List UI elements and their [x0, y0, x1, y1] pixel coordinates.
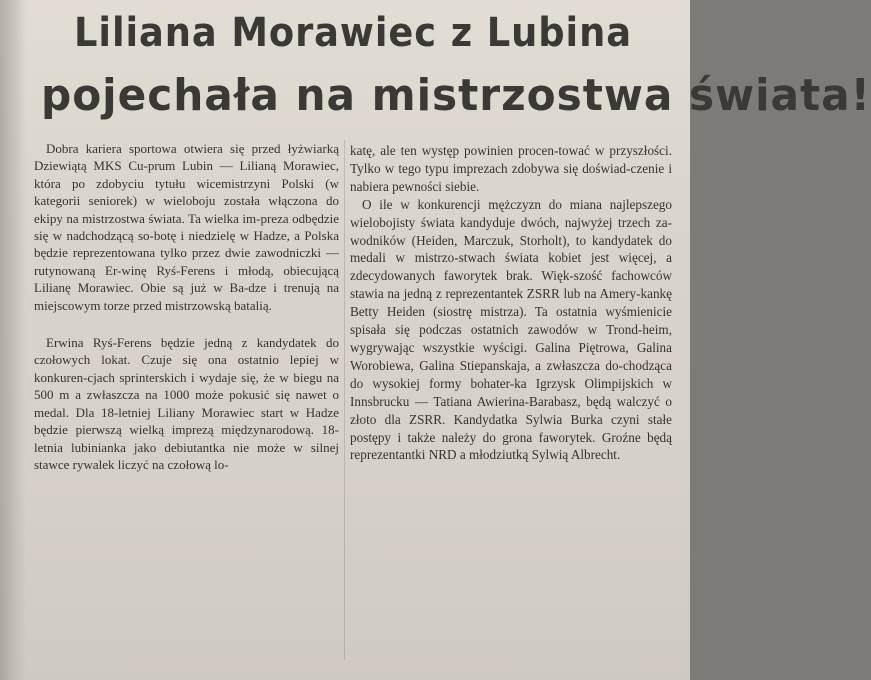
column-right-paragraph-1: katę, ale ten występ powinien procen-tować w przyszłości. Tylko w tego typu imprezach zdobywa się doświad-czenie i nabiera pewności siebie. — [350, 143, 672, 194]
article-column-right — [350, 142, 672, 464]
column-left-paragraph-2: Erwina Ryś-Ferens będzie jedną z kandydatek do czołowych lokat. Czuje się ona ostatnio lepiej w konkuren-cjach sprinterskich i wydaje się, że w biegu na 500 m a zwłaszcza na 1000 może pokusić się nawet o medal. Dla 18-letniej Liliany Morawiec start w Hadze będzie pierwszą wielką imprezą międzynarodową. 18-letnia lubinianka jako debiutantka nie może w silnej stawce rywalek liczyć na czołową lo- — [34, 335, 339, 472]
paper-shadow-edge — [0, 0, 26, 680]
article-column-left — [34, 140, 339, 473]
column-divider — [344, 140, 345, 660]
column-left-paragraph-1: Dobra kariera sportowa otwiera się przed łyżwiarką Dziewiątą MKS Cu-prum Lubin — Lilianą Morawiec, która po zdobyciu tytułu wicemistrzyni Polski (w kategorii seniorek) w wieloboju została włączona do ekipy na mistrzostwa świata. Ta wielka im-preza odbędzie się w nadchodzącą so-botę i niedzielę w Hadze, a Polska będzie reprezentowana tylko przez dwie zawodniczki — rutynowaną Er-winę Ryś-Ferens i młodą, obiecującą Lilianę Morawiec. Obie są już w Ba-dze i trenują na miejscowym torze przed mistrzowską batalią. — [34, 141, 339, 313]
headline-line-1: Liliana Morawiec z Lubina — [74, 10, 632, 56]
headline-line-2: pojechała na mistrzostwa świata! — [41, 70, 871, 121]
column-right-paragraph-2: O ile w konkurencji mężczyzn do miana najlepszego wielobojisty świata kandyduje dwóch, najwyżej trzech za-wodników (Heiden, Marczuk, Storholt), to kandydatek do medali w mistrzo-stwach świata kobiet jest więcej, a zdecydowanych faworytek brak. Więk-szość fachowców stawia na jedną z reprezentantek ZSRR lub na Amery-kankę Betty Heiden (siostrę mistrza). Ta ostatnia wyśmienicie spisała się podczas ostatnich zawodów w Trond-heim, wygrywając wszystkie wyścigi. Galina Piętrowa, Galina Worobiewa, Galina Stiepanskaja, a zwłaszcza do-chodząca do wysokiej formy bohater-ka Igrzysk Olimpijskich w Innsbrucku — Tatiana Awierina-Barabasz, będą walczyć o złoto dla ZSRR. Kandydatka Sylwia Burka czyni stałe postępy i także należy do grona faworytek. Groźne będą reprezentantki NRD a młodziutką Sylwią Albrecht. — [350, 196, 672, 463]
